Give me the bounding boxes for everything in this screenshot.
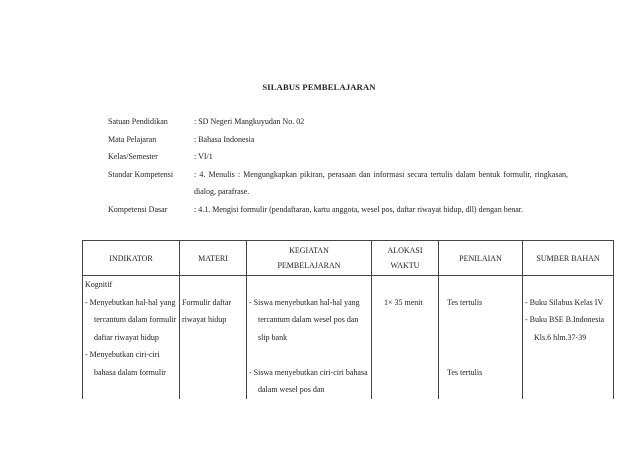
meta-label: Mata Pelajaran bbox=[108, 134, 157, 144]
document-meta bbox=[108, 113, 568, 218]
cell-sumber bbox=[523, 276, 614, 399]
table-row bbox=[83, 276, 614, 399]
kegiatan-item: - Siswa menyebutkan ciri-ciri bahasa dalam wesel pos dan bbox=[249, 367, 368, 394]
alokasi-text: 1× 35 menit bbox=[384, 297, 423, 307]
header-penilaian: PENILAIAN bbox=[439, 241, 523, 276]
meta-label: Kelas/Semester bbox=[108, 152, 158, 161]
header-kegiatan bbox=[247, 241, 372, 276]
cell-penilaian bbox=[439, 276, 523, 399]
header-alokasi bbox=[372, 241, 439, 276]
cell-kegiatan bbox=[247, 276, 372, 399]
penilaian-item: Tes tertulis bbox=[447, 367, 483, 377]
header-kegiatan-line1: KEGIATAN bbox=[289, 246, 329, 255]
meta-row-mapel bbox=[108, 131, 568, 149]
meta-row-kompetensi-dasar bbox=[108, 201, 568, 219]
indikator-item: - Menyebutkan ciri-ciri bahasa dalam formulir bbox=[85, 350, 166, 377]
meta-row-standar-kompetensi bbox=[108, 166, 568, 201]
cell-indikator bbox=[83, 276, 180, 399]
kegiatan-item: - Siswa menyebutkan hal-hal yang tercantum dalam wesel pos dan slip bank bbox=[249, 297, 360, 342]
header-sumber: SUMBER BAHAN bbox=[523, 241, 614, 276]
meta-value: : 4. Menulis : Mengungkapkan pikiran, perasaan dan informasi secara tertulis dalam bentuk formulir, ringkasan, dialog, parafrase. bbox=[194, 169, 568, 196]
sumber-item: - Buku BSE B.Indonesia Kls.6 hlm.37-39 bbox=[525, 315, 605, 342]
cell-materi bbox=[180, 276, 247, 399]
kognitif-label: Kognitif bbox=[85, 280, 113, 289]
meta-value: : Bahasa Indonesia bbox=[194, 134, 255, 144]
header-alokasi-line2: WAKTU bbox=[390, 261, 420, 270]
meta-row-satuan bbox=[108, 113, 568, 131]
penilaian-item: Tes tertulis bbox=[447, 297, 483, 307]
meta-label: Standar Kompetensi bbox=[108, 169, 174, 179]
meta-value: : VI/1 bbox=[194, 152, 213, 161]
indikator-item: - Menyebutkan hal-hal yang tercantum dalam formulir daftar riwayat hidup bbox=[85, 297, 177, 342]
page-title: SILABUS PEMBELAJARAN bbox=[262, 82, 376, 92]
sumber-item: - Buku Silabus Kelas IV bbox=[525, 297, 604, 307]
table-header-row bbox=[83, 241, 614, 276]
meta-value: : SD Negeri Mangkuyudan No. 02 bbox=[194, 117, 305, 126]
header-kegiatan-line2: PEMBELAJARAN bbox=[277, 261, 341, 270]
cell-alokasi bbox=[372, 276, 439, 399]
meta-value: : 4.1. Mengisi formulir (pendaftaran, kartu anggota, wesel pos, daftar riwayat hidup, dll) dengan benar. bbox=[194, 204, 524, 214]
header-materi: MATERI bbox=[180, 241, 247, 276]
syllabus-table bbox=[82, 240, 614, 399]
materi-text: Formulir daftar riwayat hidup bbox=[182, 297, 232, 324]
meta-label: Satuan Pendidikan bbox=[108, 117, 168, 126]
meta-row-kelas bbox=[108, 148, 568, 166]
header-indikator: INDIKATOR bbox=[83, 241, 180, 276]
header-alokasi-line1: ALOKASI bbox=[387, 246, 423, 255]
meta-label: Kompetensi Dasar bbox=[108, 204, 168, 214]
